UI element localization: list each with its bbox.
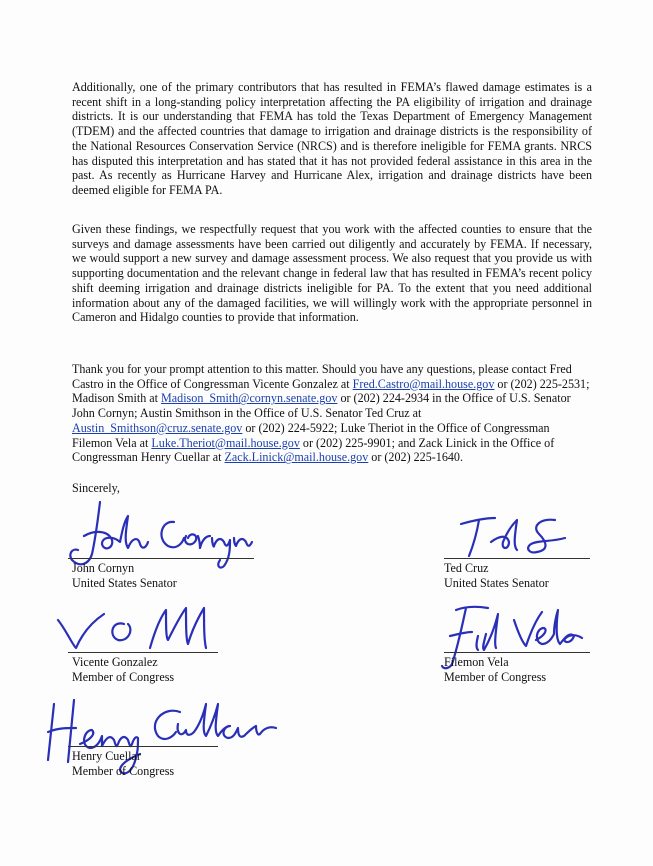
signatory-cornyn	[72, 561, 177, 591]
signatory-cruz	[444, 561, 549, 591]
signature-line-cuellar	[68, 746, 218, 747]
paragraph-request: Given these findings, we respectfully request that you work with the affected counties to ensure that the surveys and damage assessments have been carried out diligently and accurately by FEMA. If necessary, we would support a new survey and damage assessment process. We also request that you provide us with supporting documentation and the relevant change in federal law that has resulted in FEMA’s recent policy shift deeming irrigation and drainage districts ineligible for PA. To the extent that you need additional information about any of the damaged facilities, we will willingly work with the appropriate personnel in Cameron and Hidalgo counties to provide that information.	[72, 222, 592, 325]
signature-line-vela	[444, 652, 590, 653]
signatory-title: Member of Congress	[72, 764, 175, 778]
email-link-luke-theriot[interactable]: Luke.Theriot@mail.house.gov	[151, 435, 300, 450]
paragraph-contacts	[72, 362, 592, 465]
signature-line-cornyn	[68, 558, 254, 559]
signatory-title: Member of Congress	[72, 670, 175, 684]
signatory-title: United States Senator	[72, 576, 177, 590]
signature-cruz	[455, 512, 585, 562]
signatory-title: Member of Congress	[444, 670, 547, 684]
contacts-text-6: or (202) 225-1640.	[368, 450, 463, 465]
signatory-name: Ted Cruz	[444, 561, 489, 575]
signatory-gonzalez	[72, 655, 174, 685]
email-link-madison-smith[interactable]: Madison_Smith@cornyn.senate.gov	[161, 391, 338, 406]
email-link-fred-castro[interactable]: Fred.Castro@mail.house.gov	[352, 376, 495, 391]
signatory-name: Vicente Gonzalez	[72, 655, 158, 669]
paragraph-irrigation-policy: Additionally, one of the primary contributors that has resulted in FEMA’s flawed damage estimates is a recent shift in a long-standing policy interpretation affecting the PA eligibility of irrigation and drainage districts. It is our understanding that FEMA has told the Texas Department of Emergency Management (TDEM) and the affected countries that damage to irrigation and drainage districts is the responsibility of the National Resources Conservation Service (NRCS) and is therefore ineligible for FEMA grants. NRCS has disputed this interpretation and has stated that it has not provided federal assistance in this area in the past. As recently as Hurricane Harvey and Hurricane Alex, irrigation and drainage districts have been deemed eligible for FEMA PA.	[72, 80, 592, 197]
closing-salutation: Sincerely,	[72, 481, 120, 495]
email-link-zack-linick[interactable]: Zack.Linick@mail.house.gov	[224, 450, 369, 465]
signatory-name: Filemon Vela	[444, 655, 509, 669]
signatory-name: Henry Cuellar	[72, 749, 141, 763]
signatory-name: John Cornyn	[72, 561, 135, 575]
contacts-text-5: or (202) 225-9901; and Zack Linick in the Office of Congressman Henry Cuellar at	[72, 435, 555, 465]
contacts-text-4: or (202) 224-5922; Luke Theriot in the Office of Congressman Filemon Vela at	[72, 420, 550, 450]
signatory-vela	[444, 655, 546, 685]
email-link-austin-smithson[interactable]: Austin_Smithson@cruz.senate.gov	[72, 420, 243, 435]
contacts-text-1: Thank you for your prompt attention to this matter. Should you have any questions, please contact Fred Castro in the Office of Congressman Vicente Gonzalez at	[72, 362, 572, 391]
signature-line-cruz	[444, 558, 590, 559]
signature-gonzalez	[54, 600, 224, 656]
signature-line-gonzalez	[68, 652, 218, 653]
contacts-text-2: or (202) 225-2531; Madison Smith at	[72, 376, 590, 406]
contacts-text-3: or (202) 224-2934 in the Office of U.S. Senator John Cornyn; Austin Smithson in the Office of U.S. Senator Ted Cruz at	[72, 391, 571, 421]
signatory-cuellar	[72, 749, 174, 779]
signatory-title: United States Senator	[444, 576, 549, 590]
